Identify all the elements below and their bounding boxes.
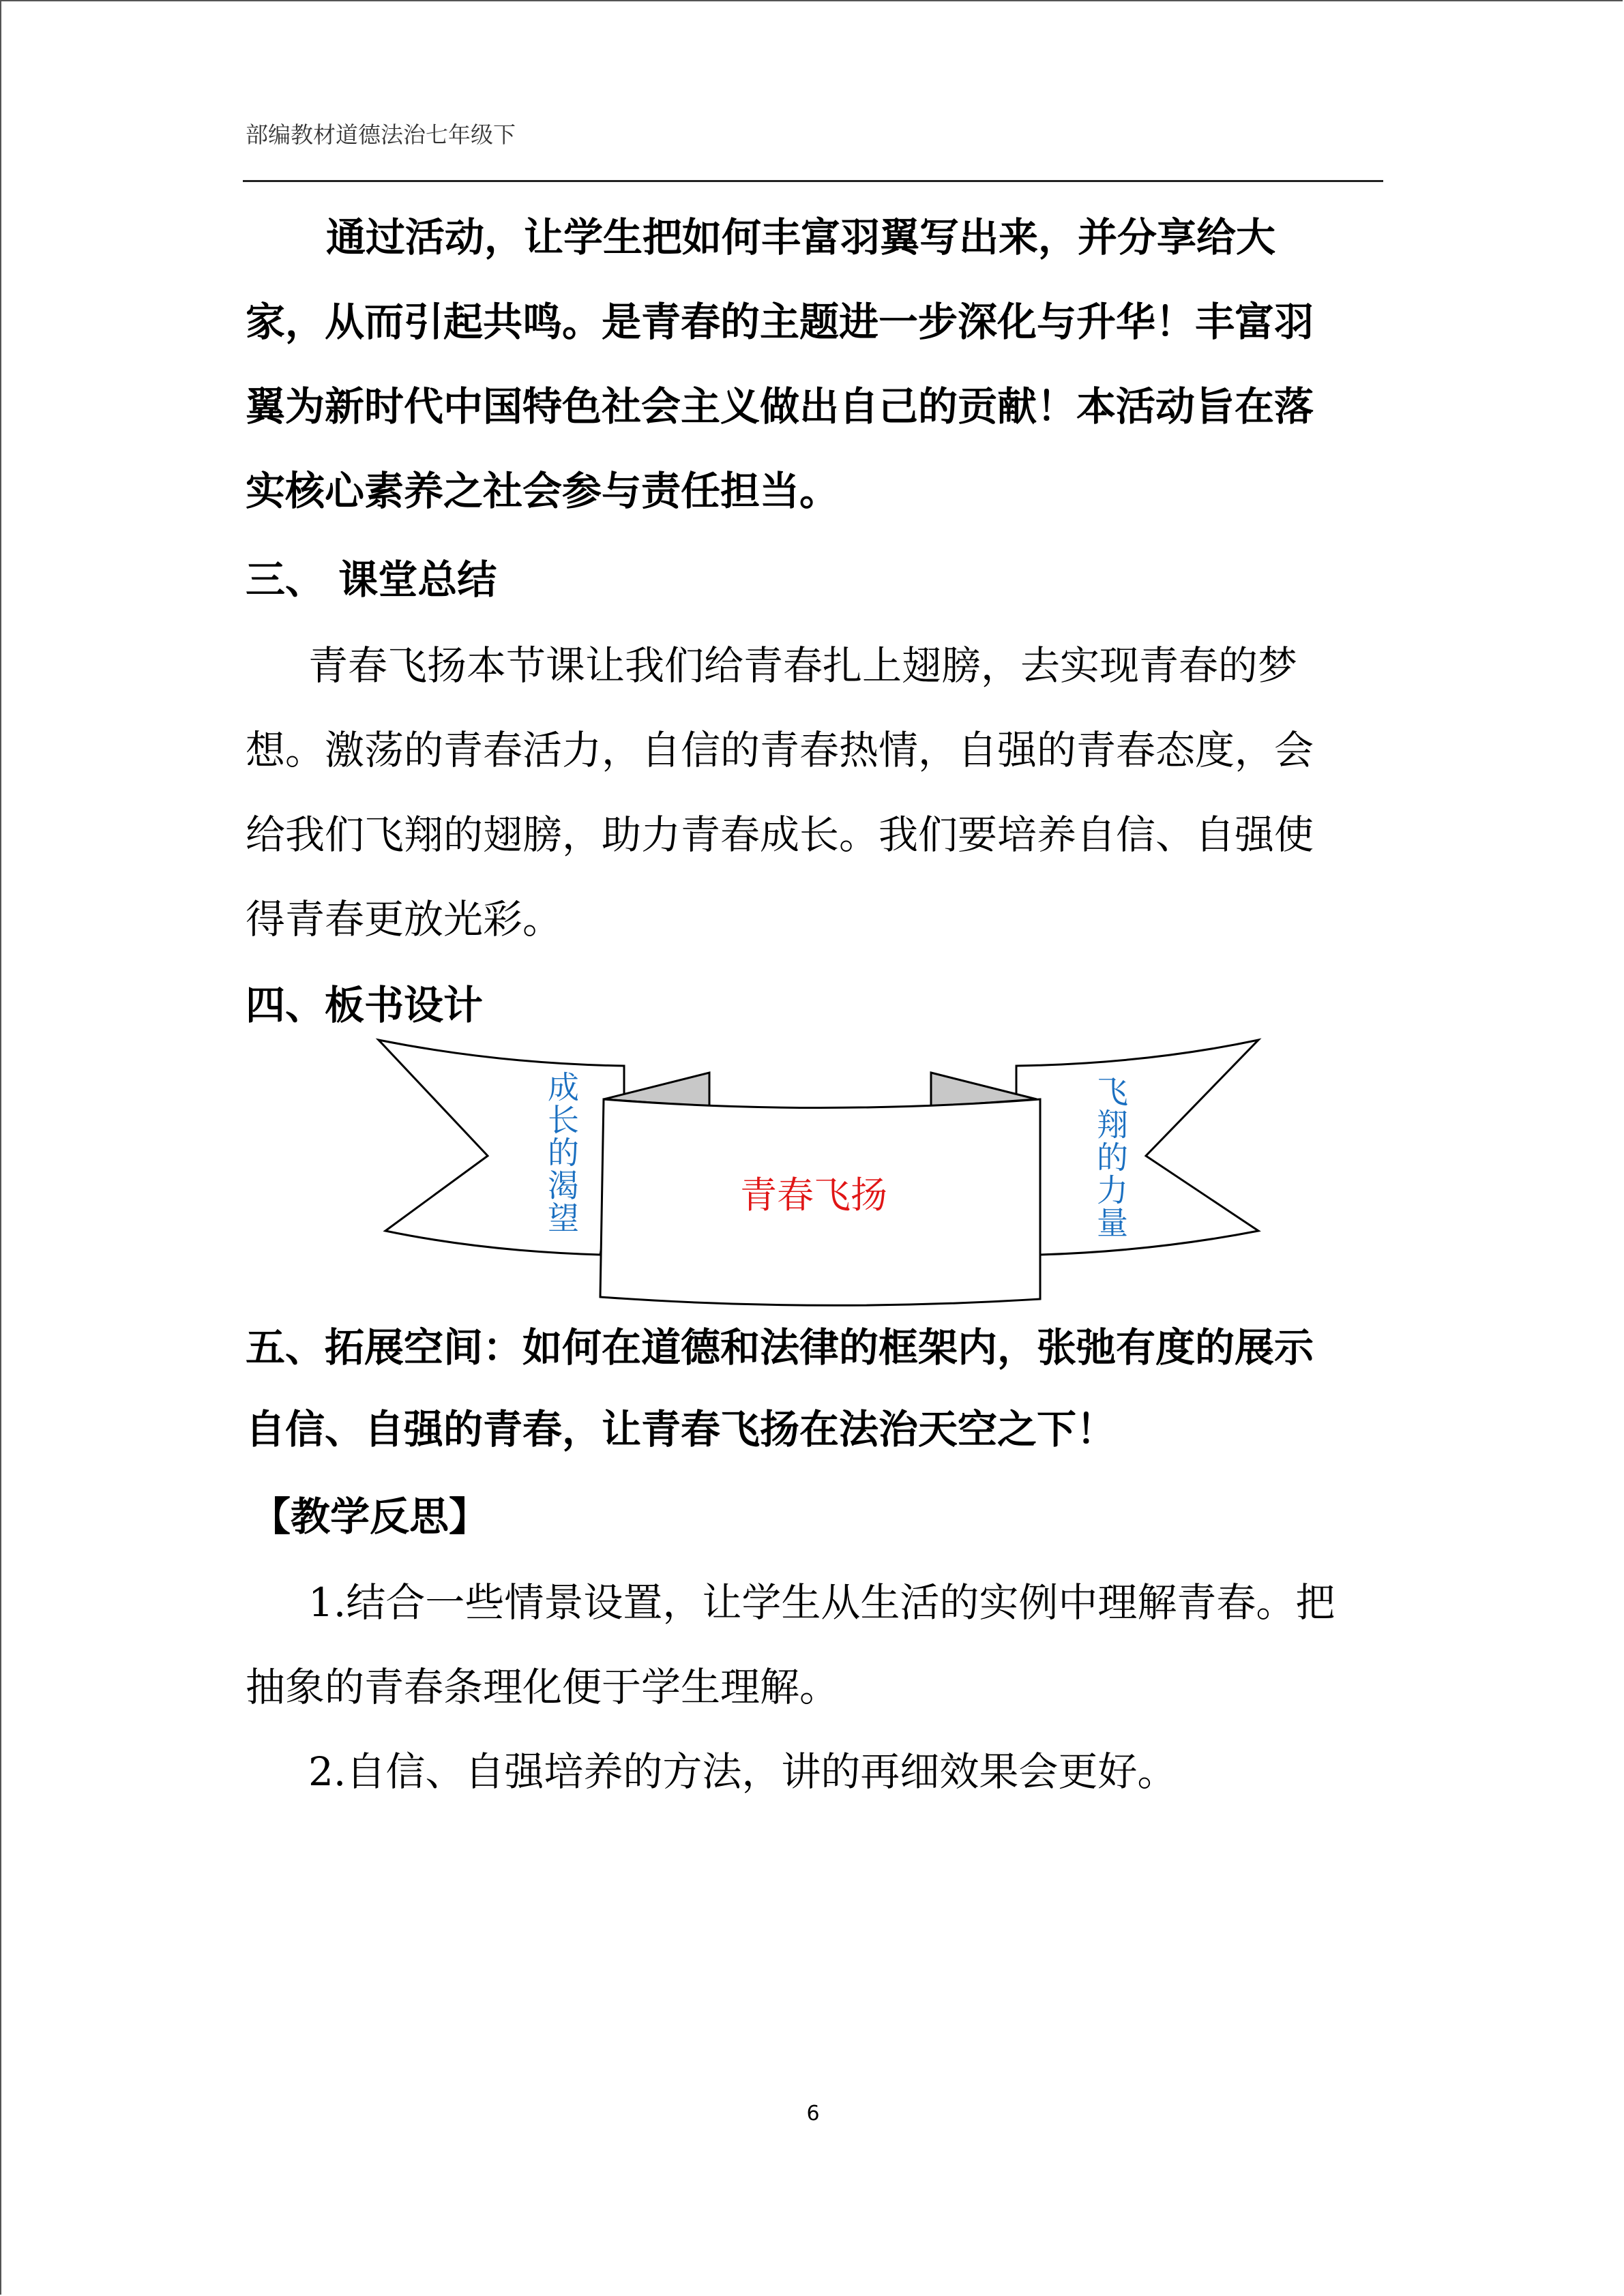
reflection-line-2: 抽象的青春条理化便于学生理解。 — [246, 1664, 840, 1710]
section-5-line-2: 自信、自强的青春，让青春飞扬在法治天空之下！ — [246, 1406, 1117, 1452]
summary-line-3: 给我们飞翔的翅膀，助力青春成长。我们要培养自信、自强使 — [246, 811, 1314, 858]
header-divider — [243, 180, 1383, 182]
reflection-heading: 【教学反思】 — [251, 1493, 489, 1540]
reflection-line-1: 1.结合一些情景设置，让学生从生活的实例中理解青春。把 — [308, 1579, 1335, 1626]
activity-summary-line-1: 通过活动，让学生把如何丰富羽翼写出来，并分享给大 — [326, 214, 1276, 260]
section-4-heading: 四、板书设计 — [246, 982, 484, 1028]
summary-line-4: 得青春更放光彩。 — [246, 896, 563, 942]
section-5-line-1: 五、拓展空间：如何在道德和法律的框架内，张弛有度的展示 — [246, 1324, 1314, 1371]
right-wing-label: 飞翔的力量 — [1093, 1075, 1128, 1239]
left-ribbon-wing — [379, 1040, 624, 1255]
summary-line-2: 想。激荡的青春活力，自信的青春热情，自强的青春态度，会 — [246, 727, 1314, 773]
reflection-line-3: 2.自信、自强培养的方法，讲的再细效果会更好。 — [308, 1748, 1177, 1795]
activity-summary-line-4: 实核心素养之社会参与责任担当。 — [246, 468, 840, 514]
summary-line-1: 青春飞扬本节课让我们给青春扎上翅膀，去实现青春的梦 — [308, 642, 1298, 689]
section-3-heading: 三、 课堂总结 — [246, 556, 497, 603]
activity-summary-line-2: 家，从而引起共鸣。是青春的主题进一步深化与升华！丰富羽 — [246, 299, 1314, 345]
left-wing-label: 成长的渴望 — [544, 1071, 579, 1234]
page-number: 6 — [806, 2102, 820, 2126]
right-ribbon-wing — [1016, 1040, 1258, 1255]
running-header: 部编教材道德法治七年级下 — [246, 121, 516, 148]
board-design-diagram — [368, 1026, 1269, 1313]
center-banner-label: 青春飞扬 — [740, 1175, 887, 1216]
activity-summary-line-3: 翼为新时代中国特色社会主义做出自己的贡献！本活动旨在落 — [246, 383, 1314, 430]
